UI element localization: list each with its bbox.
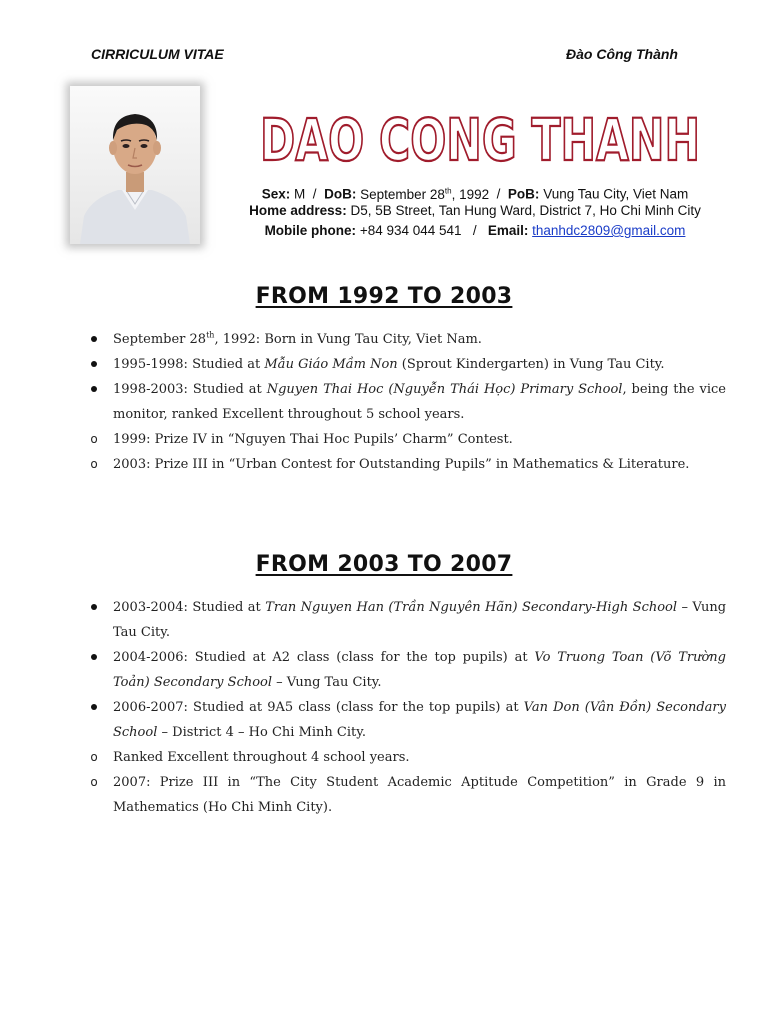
bullet-icon (88, 352, 100, 377)
pob-value: Vung Tau City, Viet Nam (543, 186, 689, 202)
bullet-icon (88, 377, 100, 402)
list-item (88, 452, 726, 477)
item-text: 2006-2007: Studied at 9A5 class (class for the top pupils) at (113, 700, 524, 715)
item-text-tail: – District 4 – Ho Chi Minh City. (157, 725, 366, 740)
separator: / (472, 223, 477, 238)
dob-value (360, 187, 489, 202)
dob-suffix: th (444, 186, 452, 195)
timeline-list-1992-2003 (88, 327, 726, 477)
personal-info-line-2 (220, 201, 730, 221)
document-header-name: Đào Công Thành (566, 46, 678, 62)
section-title-text: FROM 2003 TO 2007 (255, 552, 513, 577)
sex-value: M (294, 186, 306, 202)
profile-photo (70, 86, 200, 244)
pob-label: PoB: (507, 186, 540, 202)
item-italic-text: Nguyen Thai Hoc (Nguyễn Thái Học) Primary School (266, 382, 623, 397)
item-text-tail: , 1992: Born in Vung Tau City, Viet Nam. (214, 332, 482, 347)
item-text-tail: (Sprout Kindergarten) in Vung Tau City. (397, 357, 665, 372)
circle-bullet-icon: o (90, 775, 98, 789)
item-text: September 28 (113, 332, 207, 347)
personal-info-line-3 (220, 221, 730, 241)
list-item (88, 645, 726, 695)
timeline-list-2003-2007 (88, 595, 726, 820)
section-title-2003-2007 (0, 552, 768, 577)
list-item (88, 377, 726, 427)
section-title-1992-2003 (0, 284, 768, 309)
separator: / (312, 186, 317, 202)
item-italic-text: Van Don (Vân Đồn) Secondary School (113, 700, 726, 740)
phone-label: Mobile phone: (264, 223, 357, 238)
phone-value: +84 934 044 541 (359, 223, 462, 238)
item-text: 2004-2006: Studied at A2 class (class for the top pupils) at (113, 650, 535, 665)
item-text: 2003: Prize III in “Urban Contest for Outstanding Pupils” in Mathematics & Literature. (113, 457, 690, 472)
list-item (88, 745, 726, 770)
item-italic-text: Mẫu Giáo Mầm Non (264, 357, 398, 372)
bullet-icon (88, 327, 100, 352)
bullet-icon (88, 595, 100, 620)
item-text: 2007: Prize III in “The City Student Academic Aptitude Competition” in Grade 9 in Mathematics (Ho Chi Minh City). (113, 775, 726, 815)
circle-bullet-icon: o (90, 750, 98, 764)
item-text: 1999: Prize IV in “Nguyen Thai Hoc Pupils’ Charm” Contest. (113, 432, 513, 447)
list-item (88, 327, 726, 352)
list-item (88, 770, 726, 820)
circle-bullet-icon: o (90, 457, 98, 471)
sex-label: Sex: (261, 186, 291, 202)
item-italic-text: Vo Truong Toan (Võ Trường Toản) Secondary School (113, 650, 726, 690)
item-text-tail: – Vung Tau City. (113, 600, 727, 640)
dob-year: , 1992 (451, 186, 490, 202)
dob-date: September 28 (360, 186, 445, 202)
item-text-tail: , being the vice monitor, ranked Excellent throughout 5 school years. (113, 382, 726, 422)
bullet-icon (88, 645, 100, 670)
name-banner (240, 96, 720, 176)
address-label: Home address: (249, 203, 347, 218)
address-value: D5, 5B Street, Tan Hung Ward, District 7, Ho Chi Minh City (350, 203, 701, 218)
list-item (88, 695, 726, 745)
list-item (88, 595, 726, 645)
ordinal-suffix: th (206, 330, 215, 340)
item-text: Ranked Excellent throughout 4 school years. (113, 750, 410, 765)
item-text: 1998-2003: Studied at (113, 382, 267, 397)
item-text-tail: – Vung Tau City. (272, 675, 382, 690)
item-text: 1995-1998: Studied at (113, 357, 265, 372)
email-link[interactable]: thanhdc2809@gmail.com (532, 223, 686, 238)
item-text: 2003-2004: Studied at (113, 600, 266, 615)
list-item (88, 427, 726, 452)
item-italic-text: Tran Nguyen Han (Trần Nguyên Hãn) Secondary-High School (265, 600, 678, 615)
separator: / (496, 186, 501, 202)
email-label: Email: (487, 223, 529, 238)
bullet-icon (88, 695, 100, 720)
circle-bullet-icon: o (90, 432, 98, 446)
dob-label: DoB: (324, 186, 357, 202)
list-item (88, 352, 726, 377)
name-banner-text: DAO CONG THANH (260, 106, 700, 174)
document-header-title: CIRRICULUM VITAE (91, 46, 224, 62)
section-title-text: FROM 1992 TO 2003 (255, 284, 513, 309)
